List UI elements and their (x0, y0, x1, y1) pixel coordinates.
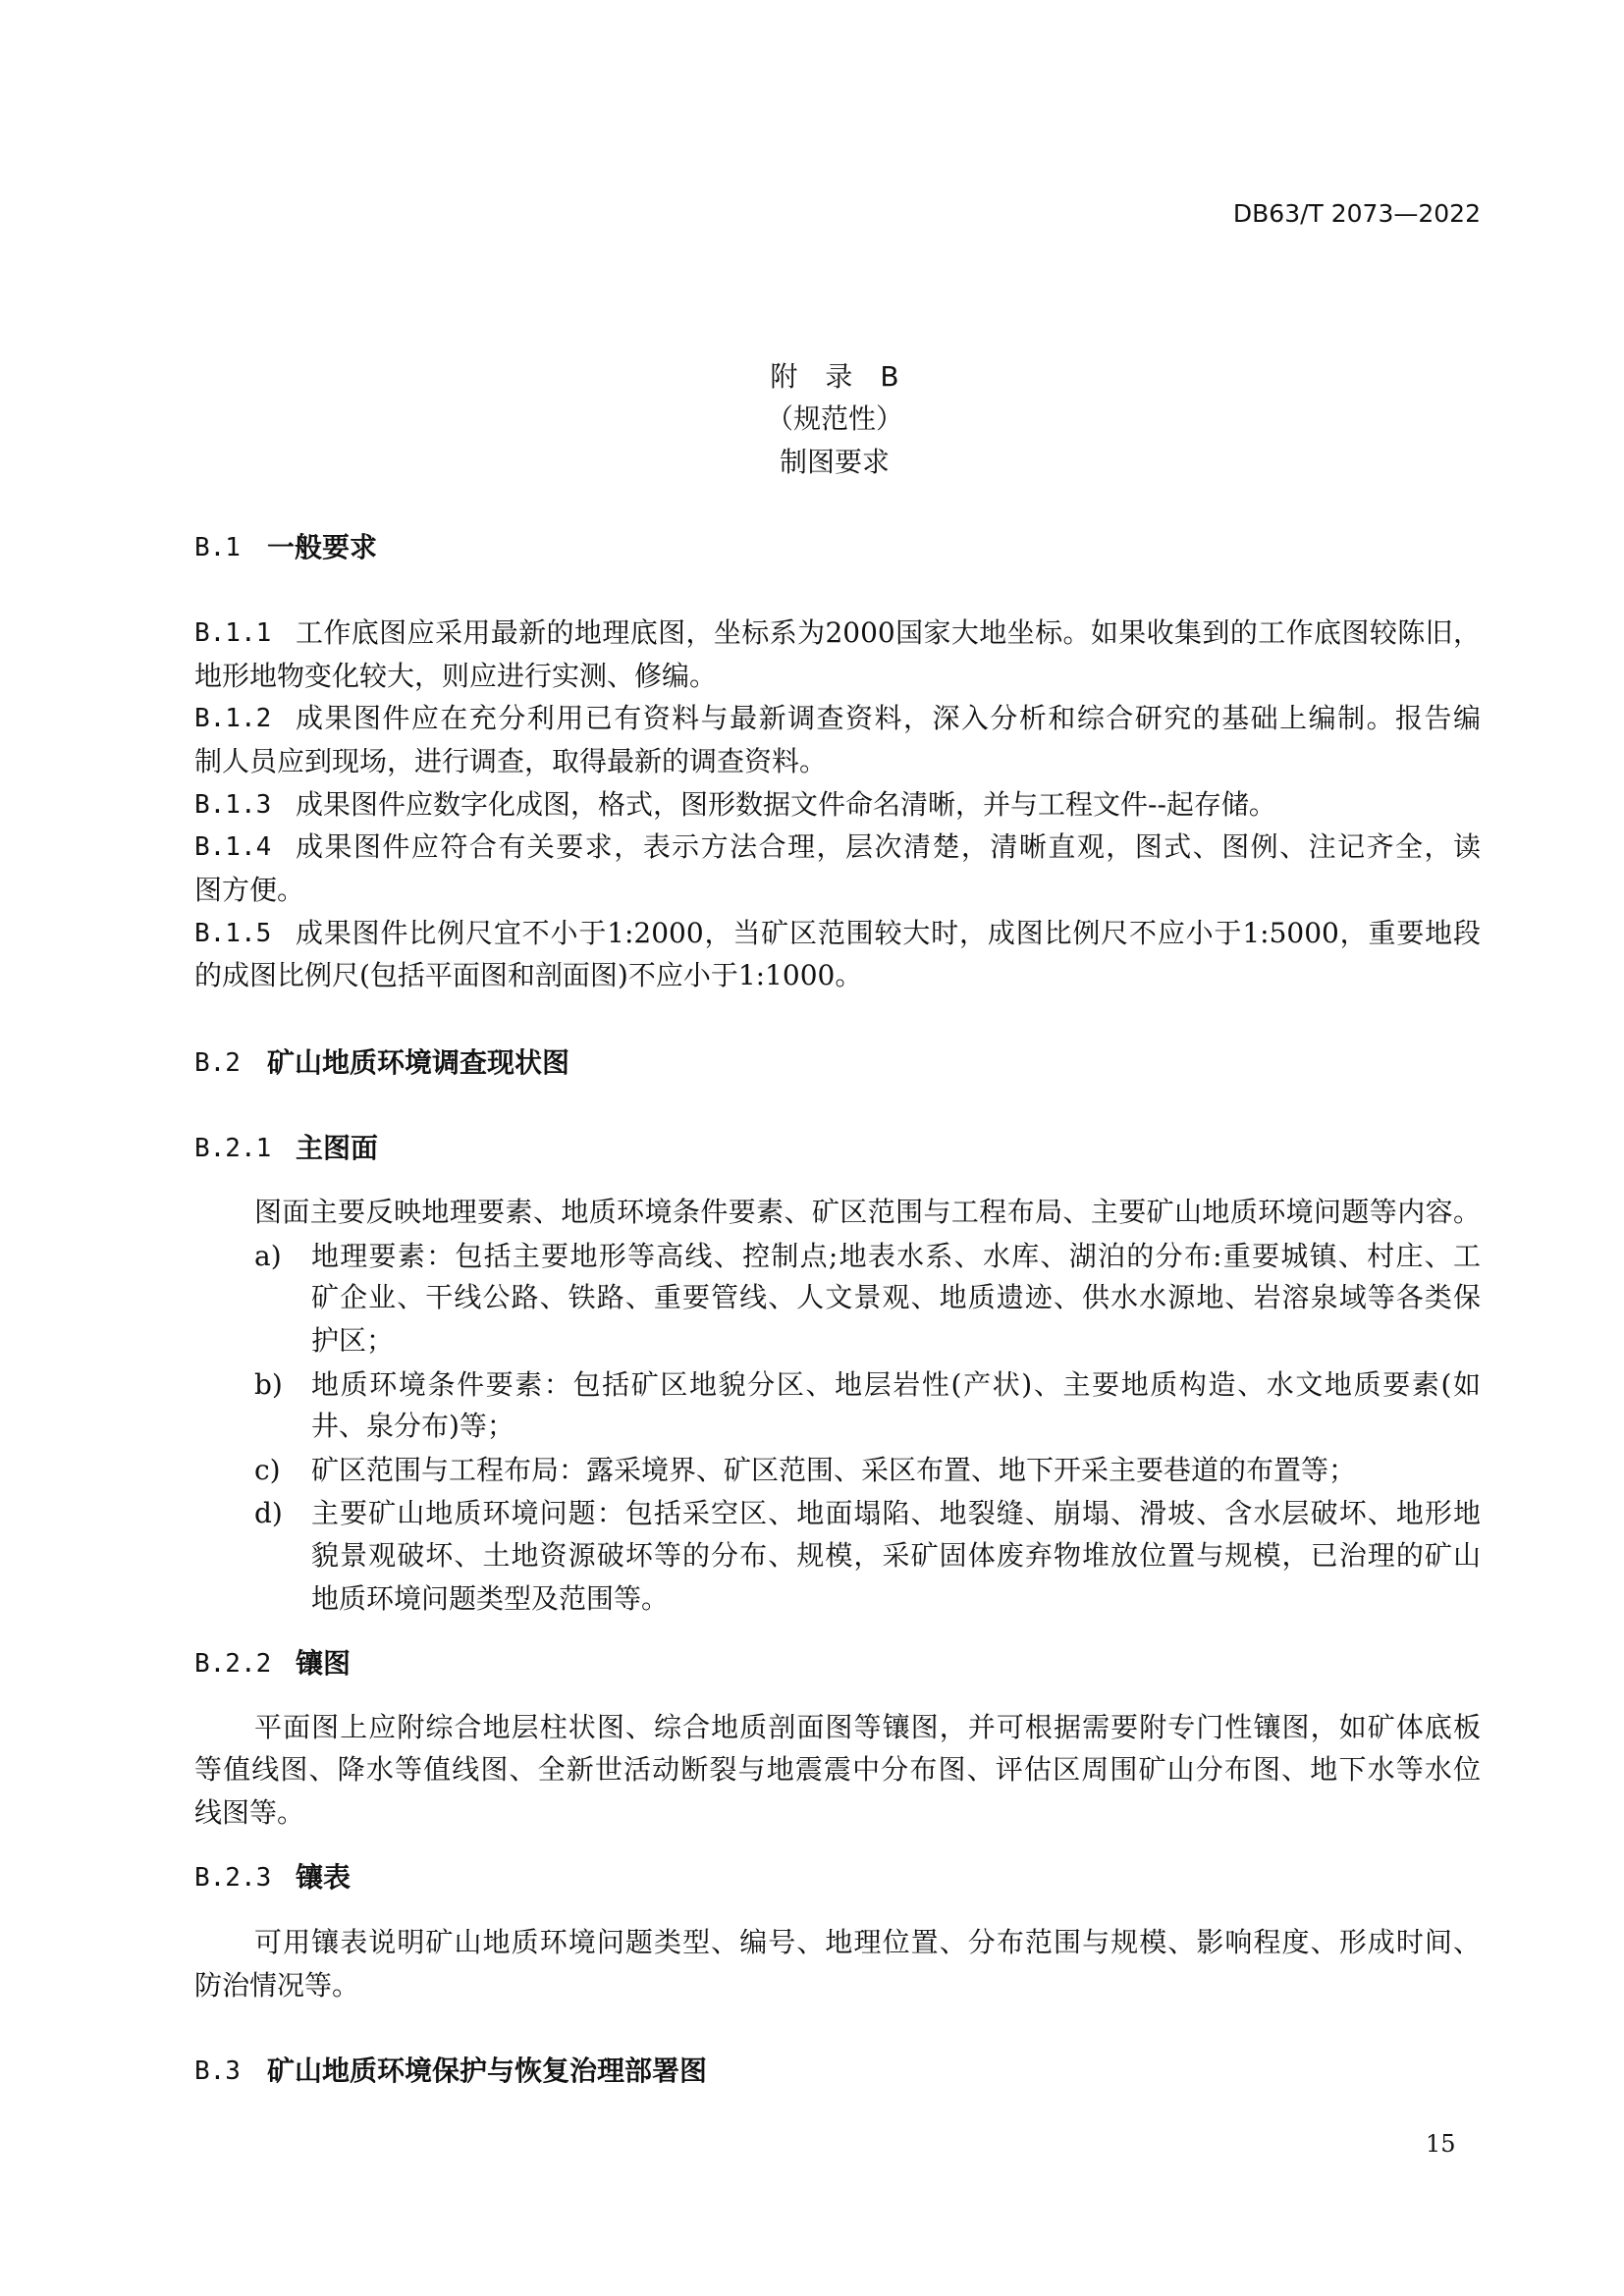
section-b1-number: B.1 (194, 533, 241, 562)
section-b22-title: 镶图 (296, 1647, 352, 1680)
clause-text-line: 成果图件应数字化成图，格式，图形数据文件命名清晰，并与工程文件--起存储。 (296, 788, 1276, 821)
section-b23-title: 镶表 (296, 1861, 352, 1894)
clause-text-line: 的成图比例尺(包括平面图和剖面图)不应小于1:1000。 (194, 959, 863, 991)
list-marker: c) (254, 1454, 281, 1486)
list-item-line: 地理要素：包括主要地形等高线、控制点;地表水系、水库、湖泊的分布:重要城镇、村庄、工 (311, 1240, 1481, 1272)
list-marker: a) (254, 1240, 282, 1272)
paragraph-line: 图面主要反映地理要素、地质环境条件要素、矿区范围与工程布局、主要矿山地质环境问题等内容。 (254, 1196, 1481, 1228)
list-item-line: 地质环境条件要素：包括矿区地貌分区、地层岩性(产状)、主要地质构造、水文地质要素(如 (311, 1368, 1481, 1401)
list-item-line: 井、泉分布)等； (311, 1410, 514, 1442)
clause-number: B.1.5 (194, 919, 272, 948)
section-b3-title: 矿山地质环境保护与恢复治理部署图 (267, 2055, 708, 2087)
section-b3-number: B.3 (194, 2056, 241, 2086)
clause-number: B.1.2 (194, 704, 272, 733)
section-b21-number: B.2.1 (194, 1134, 272, 1163)
list-item-line: 矿区范围与工程布局：露采境界、矿区范围、采区布置、地下开采主要巷道的布置等； (311, 1454, 1357, 1486)
clause-text-line: 制人员应到现场，进行调查，取得最新的调查资料。 (194, 745, 828, 777)
section-b2-number: B.2 (194, 1048, 241, 1078)
paragraph-line: 防治情况等。 (194, 1969, 360, 2002)
clause-text-line: 图方便。 (194, 874, 305, 906)
appendix-name: 制图要求 (779, 446, 890, 478)
paragraph-line: 平面图上应附综合地层柱状图、综合地质剖面图等镶图，并可根据需要附专门性镶图，如矿体底板 (254, 1711, 1481, 1743)
paragraph-line: 可用镶表说明矿山地质环境问题类型、编号、地理位置、分布范围与规模、影响程度、形成时间、 (254, 1926, 1481, 1958)
page-number: 15 (1426, 2130, 1456, 2158)
section-b2-title: 矿山地质环境调查现状图 (267, 1046, 570, 1079)
section-b1-title: 一般要求 (267, 531, 378, 563)
list-item-line: 貌景观破坏、土地资源破坏等的分布、规模，采矿固体废弃物堆放位置与规模，已治理的矿山 (311, 1539, 1481, 1572)
section-b23-number: B.2.3 (194, 1863, 272, 1893)
list-marker: b) (254, 1368, 283, 1401)
list-item-line: 矿企业、干线公路、铁路、重要管线、人文景观、地质遗迹、供水水源地、岩溶泉域等各类保 (311, 1281, 1481, 1313)
clause-text-line: 工作底图应采用最新的地理底图，坐标系为2000国家大地坐标。如果收集到的工作底图较陈旧， (296, 616, 1481, 649)
list-marker: d) (254, 1497, 283, 1529)
clause-number: B.1.1 (194, 618, 272, 648)
section-b22-number: B.2.2 (194, 1649, 272, 1679)
list-item-line: 护区； (311, 1324, 395, 1357)
clause-text-line: 地形地物变化较大，则应进行实测、修编。 (194, 660, 718, 692)
list-item-line: 地质环境问题类型及范围等。 (311, 1582, 670, 1615)
clause-text-line: 成果图件应符合有关要求，表示方法合理，层次清楚，清晰直观，图式、图例、注记齐全，读 (296, 830, 1481, 863)
document-code: DB63/T 2073—2022 (1232, 199, 1481, 228)
clause-text-line: 成果图件应在充分利用已有资料与最新调查资料，深入分析和综合研究的基础上编制。报告编 (296, 702, 1481, 734)
appendix-nature: （规范性） (765, 402, 903, 435)
section-b21-title: 主图面 (296, 1132, 379, 1164)
paragraph-line: 等值线图、降水等值线图、全新世活动断裂与地震震中分布图、评估区周围矿山分布图、地下水等水位 (194, 1753, 1481, 1786)
clause-number: B.1.4 (194, 832, 272, 862)
paragraph-line: 线图等。 (194, 1796, 305, 1829)
clause-number: B.1.3 (194, 790, 272, 820)
list-item-line: 主要矿山地质环境问题：包括采空区、地面塌陷、地裂缝、崩塌、滑坡、含水层破坏、地形地 (311, 1497, 1481, 1529)
appendix-title: 附 录 B (770, 360, 899, 393)
clause-text-line: 成果图件比例尺宜不小于1:2000，当矿区范围较大时，成图比例尺不应小于1:5000，重要地段 (296, 917, 1481, 949)
